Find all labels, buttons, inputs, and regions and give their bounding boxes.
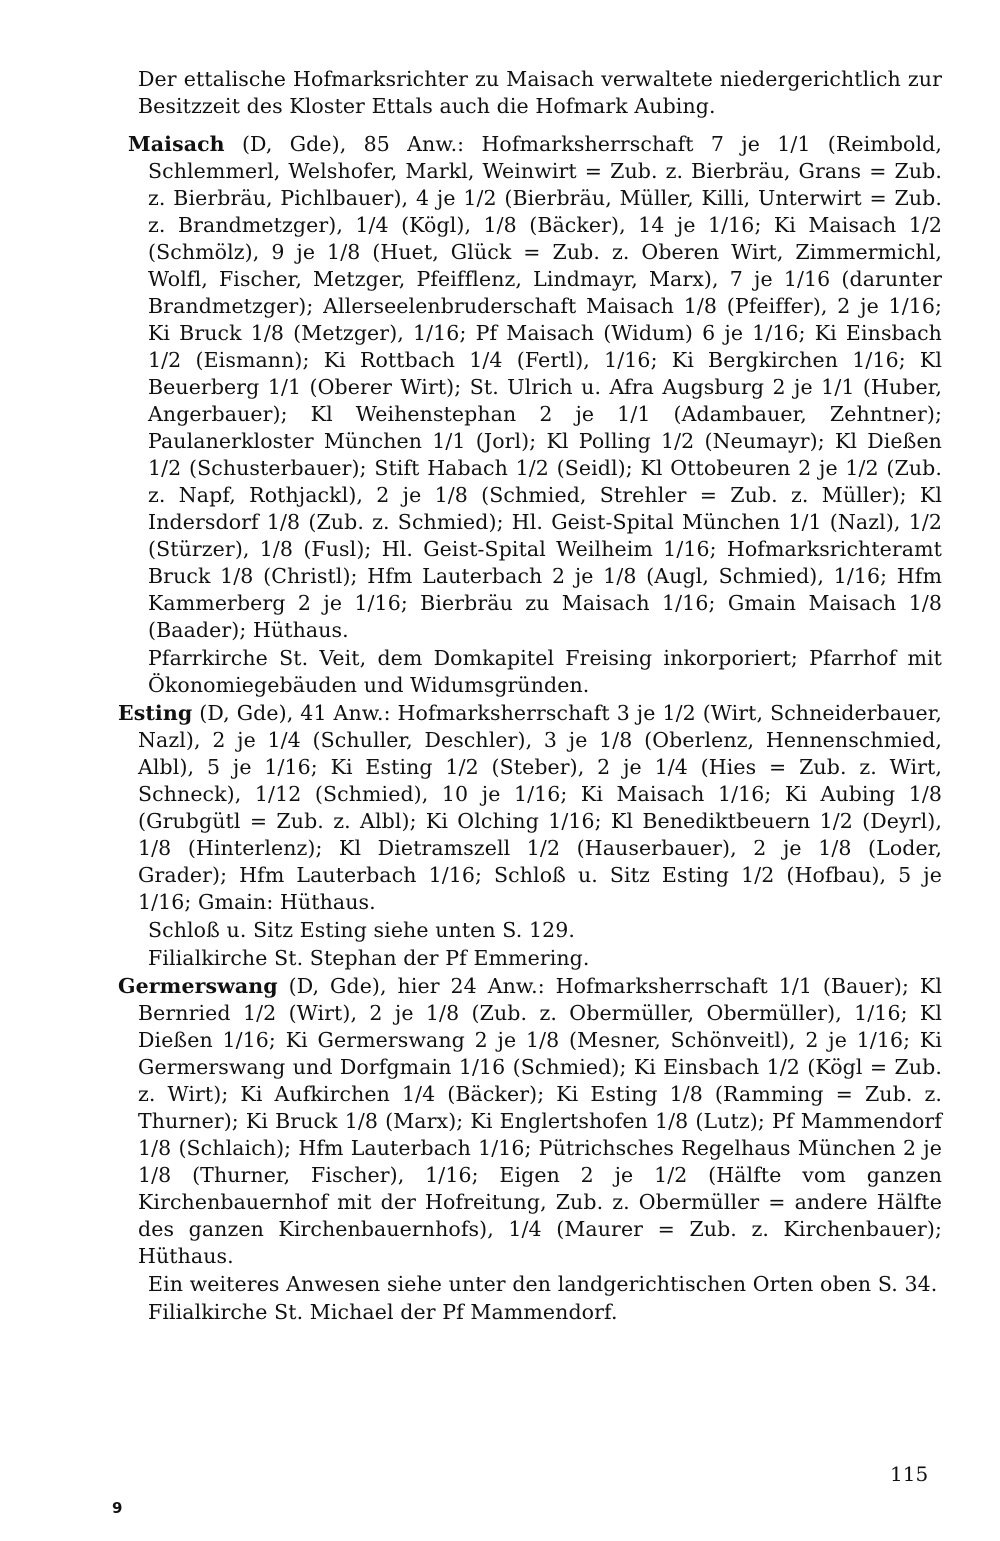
note-esting-schloss: Schloß u. Sitz Esting siehe unten S. 129. <box>148 918 575 942</box>
page-body <box>118 66 942 1327</box>
entry-text-esting: (D, Gde), 41 Anw.: Hofmarksherrschaft 3 je 1/2 (Wirt, Schneiderbauer, Nazl), 2 je 1/4 (Schuller, Deschler), 3 je 1/8 (Oberlenz, Hennenschmied, Albl), 5 je 1/16; Ki Esting 1/2 (Steber), 2 je 1/4 (Hies = Zub. z. Wirt, Schneck), 1/12 (Schmied), 10 je 1/16; Ki Maisach 1/16; Ki Aubing 1/8 (Grubgütl = Zub. z. Albl); Ki Olching 1/16; Kl Benediktbeuern 1/2 (Deyrl), 1/8 (Hinterlenz); Kl Dietramszell 1/2 (Hauserbauer), 2 je 1/8 (Loder, Grader); Hfm Lauterbach 1/16; Schloß u. Sitz Esting 1/2 (Hofbau), 5 je 1/16; Gmain: Hüthaus. <box>138 701 942 914</box>
entry-germerswang <box>118 973 942 1270</box>
entry-maisach <box>128 131 942 644</box>
entry-head-maisach: Maisach <box>128 132 225 156</box>
entry-esting <box>118 700 942 916</box>
entry-text-germerswang: (D, Gde), hier 24 Anw.: Hofmarksherrschaft 1/1 (Bauer); Kl Bernried 1/2 (Wirt), 2 je 1/8 (Zub. z. Obermüller, Obermüller), 1/16; Kl Dießen 1/16; Ki Germerswang 2 je 1/8 (Mesner, Schönveitl), 2 je 1/16; Ki Germerswang und Dorfgmain 1/16 (Schmied); Ki Einsbach 1/2 (Kögl = Zub. z. Wirt); Ki Aufkirchen 1/4 (Bäcker); Ki Esting 1/8 (Ramming = Zub. z. Thurner); Ki Bruck 1/8 (Marx); Ki Englertshofen 1/8 (Lutz); Pf Mammendorf 1/8 (Schlaich); Hfm Lauterbach 1/16; Pütrichsches Regelhaus München 2 je 1/8 (Thurner, Fischer), 1/16; Eigen 2 je 1/2 (Hälfte vom ganzen Kirchenbauernhof mit der Hofreitung, Zub. z. Obermüller = andere Hälfte des ganzen Kirchenbauernhofs), 1/4 (Maurer = Zub. z. Kirchenbauer); Hüthaus. <box>138 974 942 1268</box>
entry-head-esting: Esting <box>118 701 193 725</box>
entry-head-germerswang: Germerswang <box>118 974 278 998</box>
signature-mark: 9 <box>112 1499 123 1517</box>
note-maisach-pfarrkirche: Pfarrkirche St. Veit, dem Domkapitel Freising inkorporiert; Pfarrhof mit Ökonomiegebäuden und Widumsgründen. <box>148 646 942 697</box>
page-number: 115 <box>890 1462 929 1486</box>
note-germerswang-anwesen: Ein weiteres Anwesen siehe unter den landgerichtischen Orten oben S. 34. <box>148 1272 938 1296</box>
note-esting-filialkirche: Filialkirche St. Stephan der Pf Emmering. <box>148 946 590 970</box>
entry-text-maisach: (D, Gde), 85 Anw.: Hofmarksherrschaft 7 je 1/1 (Reimbold, Schlemmerl, Welshofer, Markl, Weinwirt = Zub. z. Bierbräu, Grans = Zub. z. Bierbräu, Pichlbauer), 4 je 1/2 (Bierbräu, Müller, Killi, Unterwirt = Zub. z. Brandmetzger), 1/4 (Kögl), 1/8 (Bäcker), 14 je 1/16; Ki Maisach 1/2 (Schmölz), 9 je 1/8 (Huet, Glück = Zub. z. Oberen Wirt, Zimmermichl, Wolfl, Fischer, Metzger, Pfeifflenz, Lindmayr, Marx), 7 je 1/16 (darunter Brandmetzger); Allerseelenbruderschaft Maisach 1/8 (Pfeiffer), 2 je 1/16; Ki Bruck 1/8 (Metzger), 1/16; Pf Maisach (Widum) 6 je 1/16; Ki Einsbach 1/2 (Eismann); Ki Rottbach 1/4 (Fertl), 1/16; Ki Bergkirchen 1/16; Kl Beuerberg 1/1 (Oberer Wirt); St. Ulrich u. Afra Augsburg 2 je 1/1 (Huber, Angerbauer); Kl Weihenstephan 2 je 1/1 (Adambauer, Zehntner); Paulanerkloster München 1/1 (Jorl); Kl Polling 1/2 (Neumayr); Kl Dießen 1/2 (Schusterbauer); Stift Habach 1/2 (Seidl); Kl Ottobeuren 2 je 1/2 (Zub. z. Napf, Rothjackl), 2 je 1/8 (Schmied, Strehler = Zub. z. Müller); Kl Indersdorf 1/8 (Zub. z. Schmied); Hl. Geist-Spital München 1/1 (Nazl), 1/2 (Stürzer), 1/8 (Fusl); Hl. Geist-Spital Weilheim 1/16; Hofmarksrichteramt Bruck 1/8 (Christl); Hfm Lauterbach 2 je 1/8 (Augl, Schmied), 1/16; Hfm Kammerberg 2 je 1/16; Bierbräu zu Maisach 1/16; Gmain Maisach 1/8 (Baader); Hüthaus. <box>148 132 942 642</box>
note-germerswang-filialkirche: Filialkirche St. Michael der Pf Mammendorf. <box>148 1300 618 1324</box>
intro-paragraph: Der ettalische Hofmarksrichter zu Maisach verwaltete niedergerichtlich zur Besitzzeit des Kloster Ettals auch die Hofmark Aubing. <box>138 67 942 118</box>
